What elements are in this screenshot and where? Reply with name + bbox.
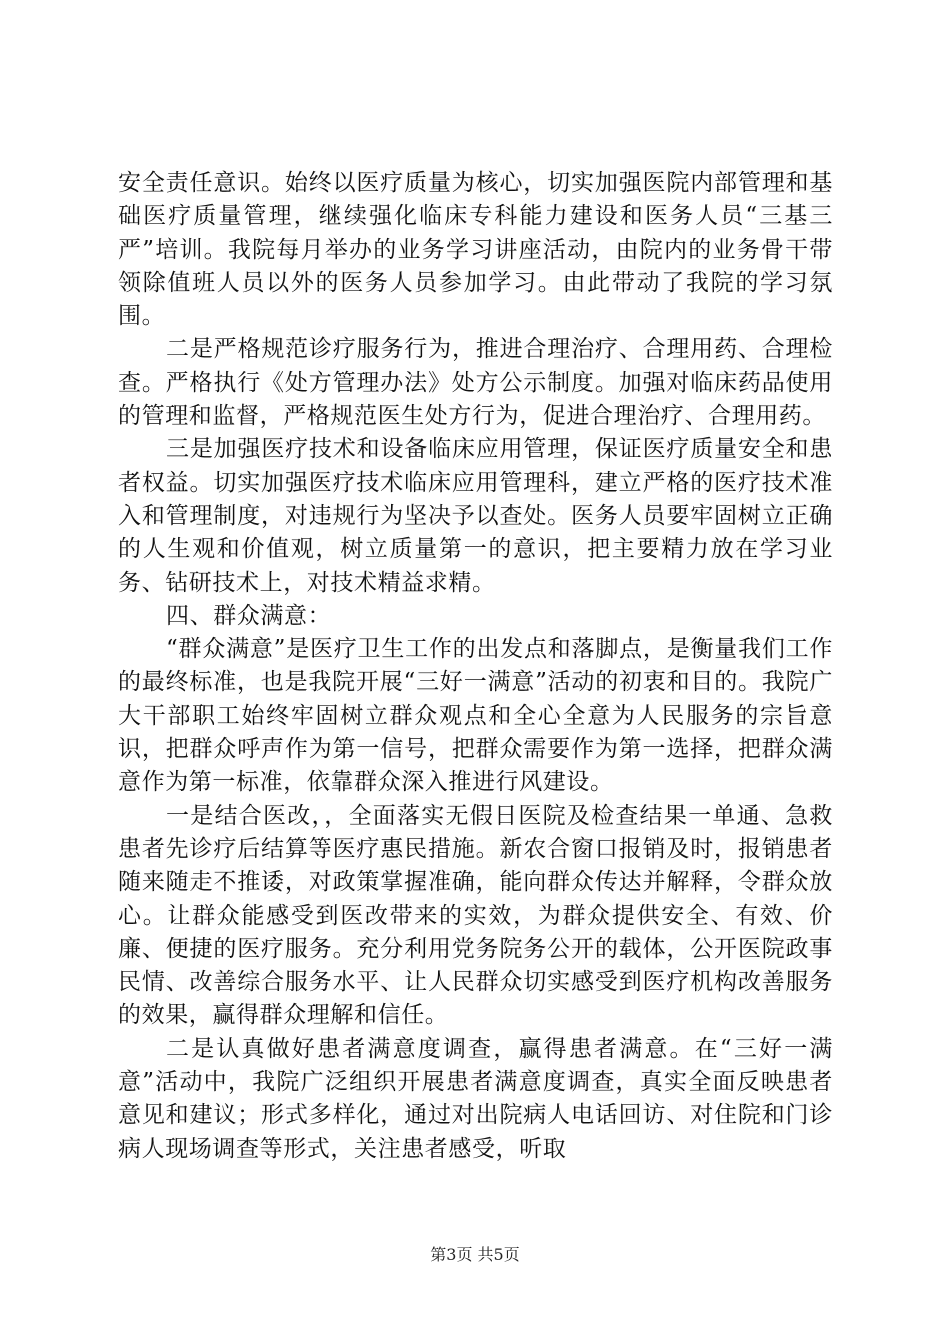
document-body [118,167,833,1166]
paragraph-patient-survey: 二是认真做好患者满意度调查，赢得患者满意。在“三好一满意”活动中，我院广泛组织开展患者满意度调查，真实全面反映患者意见和建议；形式多样化，通过对出院病人电话回访、对住院和门诊病人现场调查等形式，关注患者感受，听取 [118,1035,833,1162]
paragraph-standardize-treatment: 二是严格规范诊疗服务行为，推进合理治疗、合理用药、合理检查。严格执行《处方管理办法》处方公示制度。加强对临床药品使用的管理和监督，严格规范医生处方行为，促进合理治疗、合理用药。 [118,336,833,430]
paragraph-continuation: 安全责任意识。始终以医疗质量为核心，切实加强医院内部管理和基础医疗质量管理，继续强化临床专科能力建设和医务人员“三基三严”培训。我院每月举办的业务学习讲座活动，由院内的业务骨干带领除值班人员以外的医务人员参加学习。由此带动了我院的学习氛围。 [118,170,833,330]
paragraph-medical-reform: 一是结合医改，，全面落实无假日医院及检查结果一单通、急救患者先诊疗后结算等医疗惠民措施。新农合窗口报销及时，报销患者随来随走不推诿，对政策掌握准确，能向群众传达并解释，令群众放心。让群众能感受到医改带来的实效，为群众提供安全、有效、价廉、便捷的医疗服务。充分利用党务院务公开的载体，公开医院政事民情、改善综合服务水平、让人民群众切实感受到医疗机构改善服务的效果，赢得群众理解和信任。 [118,802,833,1029]
paragraph-technology-management: 三是加强医疗技术和设备临床应用管理，保证医疗质量安全和患者权益。切实加强医疗技术临床应用管理科，建立严格的医疗技术准入和管理制度，对违规行为坚决予以查处。医务人员要牢固树立正确的人生观和价值观，树立质量第一的意识，把主要精力放在学习业务、钻研技术上，对技术精益求精。 [118,436,833,596]
page-number-footer: 第3页 共5页 [430,1245,520,1264]
paragraph-public-satisfaction: “群众满意”是医疗卫生工作的出发点和落脚点，是衡量我们工作的最终标准，也是我院开展“三好一满意”活动的初衷和目的。我院广大干部职工始终牢固树立群众观点和全心全意为人民服务的宗旨意识，把群众呼声作为第一信号，把群众需要作为第一选择，把群众满意作为第一标准，依靠群众深入推进行风建设。 [118,636,833,796]
section-heading-public-satisfaction: 四、群众满意： [166,602,332,629]
